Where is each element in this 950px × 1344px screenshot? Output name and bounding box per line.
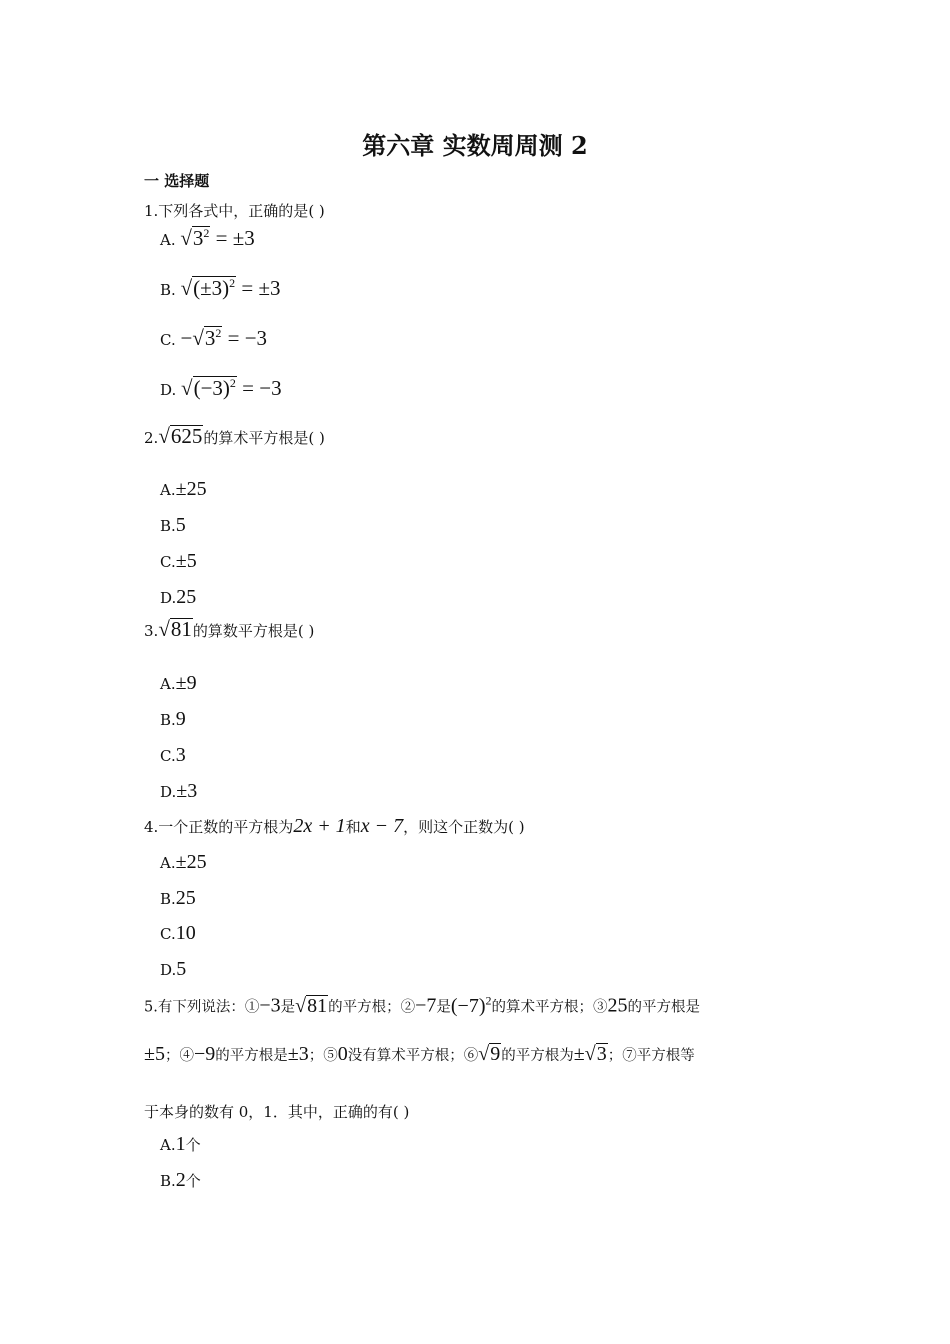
option-value: ±5 (175, 550, 197, 572)
option-label: B. (160, 1172, 176, 1190)
option-label: A. (160, 675, 176, 693)
option-value: 9 (175, 708, 186, 730)
math-expression: x − 7 (360, 815, 404, 837)
option-label: C. (160, 553, 176, 571)
option-unit: 个 (185, 1136, 201, 1154)
option-label: A. (160, 231, 176, 249)
option-label: A. (160, 481, 176, 499)
option-value: 3 (175, 744, 186, 766)
math-expression: $√(-3)^2 = -3$ (181, 376, 282, 400)
math-expression: $-√3^2 = -3$ (180, 326, 268, 350)
option-label: D. (160, 381, 177, 399)
math-expression: √625 (158, 424, 203, 448)
q1-option-a[interactable] (160, 226, 255, 251)
q4-option-a[interactable] (160, 851, 207, 874)
math-expression: √81 (158, 617, 192, 641)
option-value: 25 (175, 887, 196, 909)
q4-option-c[interactable] (160, 922, 196, 945)
option-label: B. (160, 517, 176, 535)
option-value: ±25 (175, 851, 207, 873)
q5-option-b[interactable] (160, 1169, 201, 1192)
option-value: 1 (175, 1133, 186, 1155)
q3-option-a[interactable] (160, 672, 197, 695)
q1-option-d[interactable] (160, 376, 282, 401)
option-value: 2 (175, 1169, 186, 1191)
option-label: B. (160, 281, 176, 299)
option-label: A. (160, 854, 176, 872)
option-value: ±3 (176, 780, 198, 802)
option-value: ±25 (175, 478, 207, 500)
option-label: C. (160, 747, 176, 765)
question-5-line-2: ±5；④−9的平方根是±3；⑤0没有算术平方根；⑥√9的平方根为±√3；⑦平方根等 (144, 1043, 695, 1065)
option-label: D. (160, 961, 177, 979)
option-unit: 个 (185, 1172, 201, 1190)
option-value: 5 (176, 958, 187, 980)
question-1-stem: 1.下列各式中，正确的是( ) (144, 202, 325, 220)
q1-option-b[interactable] (160, 276, 281, 301)
q4-option-d[interactable] (160, 958, 186, 981)
q5-option-a[interactable] (160, 1133, 201, 1156)
q4-option-b[interactable] (160, 887, 196, 910)
option-label: C. (160, 925, 176, 943)
option-label: B. (160, 711, 176, 729)
q1-option-c[interactable] (160, 326, 267, 351)
math-expression: 2x + 1 (293, 815, 346, 837)
q3-option-b[interactable] (160, 708, 186, 731)
q2-option-c[interactable] (160, 550, 197, 573)
q3-option-c[interactable] (160, 744, 186, 767)
option-value: 25 (176, 586, 197, 608)
option-label: D. (160, 783, 177, 801)
question-5-line-1: 5.有下列说法：①−3是√81的平方根；②−7是$(-7)^2$的算术平方根；③25的平方根是 (144, 993, 700, 1017)
page-title: 第六章 实数周周测 2 (362, 131, 588, 160)
option-value: 10 (175, 922, 196, 944)
question-5-line-3: 于本身的数有 0，1．其中，正确的有( ) (144, 1103, 410, 1121)
question-4-stem: 4.一个正数的平方根为2x + 1和x − 7，则这个正数为( ) (144, 815, 525, 837)
section-heading: 一 选择题 (144, 172, 210, 190)
question-2-stem: 2.√625的算术平方根是( ) (144, 424, 325, 448)
q2-option-a[interactable] (160, 478, 207, 501)
math-expression: $√(\pm 3)^2 = \pm 3$ (180, 276, 281, 300)
option-label: C. (160, 331, 176, 349)
option-value: ±9 (175, 672, 197, 694)
q2-option-b[interactable] (160, 514, 186, 537)
option-label: A. (160, 1136, 176, 1154)
option-value: 5 (175, 514, 186, 536)
option-label: B. (160, 890, 176, 908)
q3-option-d[interactable] (160, 780, 197, 803)
question-3-stem: 3.√81的算数平方根是( ) (144, 617, 315, 641)
math-expression: $√3^2 = \pm 3$ (180, 226, 255, 250)
q2-option-d[interactable] (160, 586, 196, 609)
option-label: D. (160, 589, 177, 607)
